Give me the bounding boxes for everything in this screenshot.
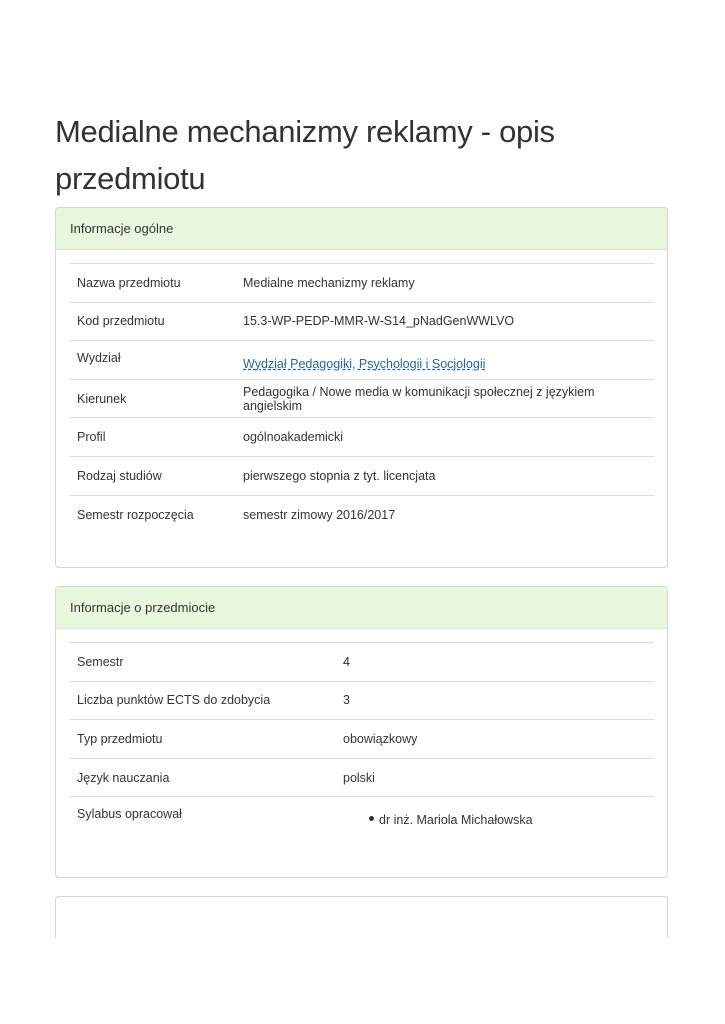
list-item: dr inż. Mariola Michałowska [369,813,646,827]
page-bottom-margin [0,938,725,1024]
row-value-profile: ogólnoakademicki [235,418,654,457]
row-label-faculty: Wydział [69,341,235,380]
row-value-syllabus-author [335,797,654,836]
row-label-subject-name: Nazwa przedmiotu [69,264,235,303]
general-info-panel [55,207,668,568]
row-label-subject-type: Typ przedmiotu [69,720,335,759]
general-info-heading: Informacje ogólne [56,208,667,250]
table-row [69,681,654,720]
page-title: Medialne mechanizmy reklamy - opis przedmiotu [55,114,555,196]
table-row [69,264,654,303]
table-row [69,643,654,682]
table-row [69,456,654,495]
table-row [69,758,654,797]
subject-info-table [69,642,654,835]
general-info-table [69,263,654,534]
row-value-start-semester: semestr zimowy 2016/2017 [235,495,654,534]
row-value-subject-code: 15.3-WP-PEDP-MMR-W-S14_pNadGenWWLVO [235,302,654,341]
table-row [69,341,654,380]
row-label-subject-code: Kod przedmiotu [69,302,235,341]
row-value-language: polski [335,758,654,797]
row-value-ects: 3 [335,681,654,720]
author-list [343,813,646,827]
row-label-start-semester: Semestr rozpoczęcia [69,495,235,534]
row-label-ects: Liczba punktów ECTS do zdobycia [69,681,335,720]
row-label-language: Język nauczania [69,758,335,797]
row-value-subject-name: Medialne mechanizmy reklamy [235,264,654,303]
row-label-semester: Semestr [69,643,335,682]
subject-info-heading: Informacje o przedmiocie [56,587,667,629]
row-value-study-type: pierwszego stopnia z tyt. licencjata [235,456,654,495]
row-value-faculty [235,341,654,380]
row-value-field: Pedagogika / Nowe media w komunikacji społecznej z językiem angielskim [235,379,654,418]
faculty-link[interactable]: Wydział Pedagogiki, Psychologii i Socjologii [243,356,486,371]
table-row [69,418,654,457]
row-label-field: Kierunek [69,379,235,418]
table-row [69,379,654,418]
row-value-semester: 4 [335,643,654,682]
row-label-study-type: Rodzaj studiów [69,456,235,495]
subject-info-panel [55,586,668,878]
row-label-profile: Profil [69,418,235,457]
table-row [69,495,654,534]
table-row [69,797,654,836]
table-row [69,720,654,759]
row-value-subject-type: obowiązkowy [335,720,654,759]
row-label-syllabus-author: Sylabus opracował [69,797,335,836]
table-row [69,302,654,341]
